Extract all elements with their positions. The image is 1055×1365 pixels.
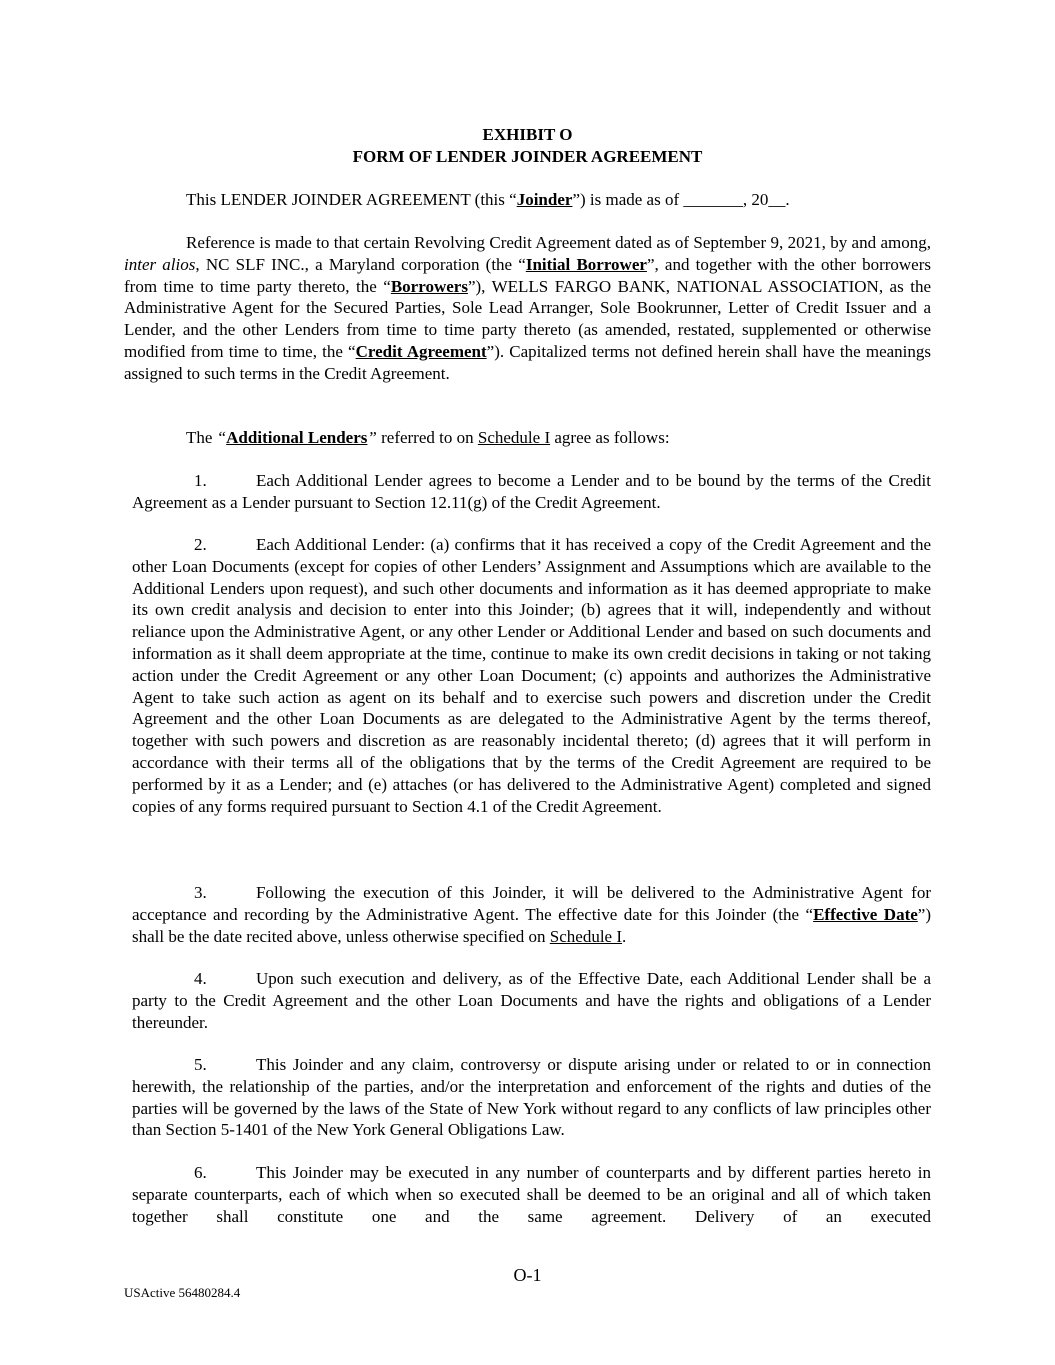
defined-term-borrowers: Borrowers	[390, 276, 468, 296]
defined-term-joinder: Joinder	[516, 190, 573, 209]
page-number: O-1	[513, 1265, 542, 1285]
section-1: 1. Each Additional Lender agrees to become a Lender and to be bound by the terms of the Credit Agreement as a Lender pursuant to Section 12.11(g) of the Credit Agreement.	[132, 471, 931, 512]
defined-term-initial-borrower: Initial Borrower	[525, 254, 647, 274]
intro-paragraph: This LENDER JOINDER AGREEMENT (this “Joinder”) is made as of _______, 20__.	[186, 190, 790, 209]
section-number: 6.	[194, 1163, 207, 1182]
lead-in-paragraph: The “Additional Lenders” referred to on Schedule I agree as follows:	[186, 428, 670, 447]
section-number: 3.	[194, 883, 207, 902]
defined-term-credit-agreement: Credit Agreement	[355, 341, 487, 361]
exhibit-heading: EXHIBIT O	[482, 125, 573, 144]
defined-term-effective-date: Effective Date	[813, 904, 918, 924]
section-number: 4.	[194, 969, 207, 988]
defined-term-additional-lenders: Additional Lenders	[226, 428, 368, 447]
section-2: 2. Each Additional Lender: (a) confirms that it has received a copy of the Credit Agreement and the other Loan Documents (except for copies of other Lenders’ Assignment and Assumptions which are available to the Additional Lenders upon request), and such other documents and information as it has deemed appropriate to make its own credit analysis and decision to enter into this Joinder; (b) agrees that it will, independently and without reliance upon the Administrative Agent, or any other Lender or Additional Lender and based on such documents and information as it shall deem appropriate at the time, continue to make its own credit decisions in taking or not taking action under the Credit Agreement or any other Loan Document; (c) appoints and authorizes the Administrative Agent to take such action as agent on its behalf and to exercise such powers and discretion under the Credit Agreement and the other Loan Documents as are delegated to the Administrative Agent by the terms thereof, together with such powers and discretion as are reasonably incidental thereto; (d) agrees that it will perform in accordance with their terms all of the obligations that by the terms of the Credit Agreement are required to be performed by it as a Lender; and (e) attaches (or has delivered to the Administrative Agent) completed and signed copies of any forms required pursuant to Section 4.1 of the Credit Agreement.	[132, 535, 931, 816]
schedule-i-reference: Schedule I	[477, 428, 551, 447]
schedule-i-reference: Schedule I	[549, 926, 623, 946]
document-id: USActive 56480284.4	[124, 1285, 241, 1300]
document-title: FORM OF LENDER JOINDER AGREEMENT	[352, 147, 703, 166]
reference-paragraph: Reference is made to that certain Revolving Credit Agreement dated as of September 9, 2021, by and among, inter alios, NC SLF INC., a Maryland corporation (the “Initial Borrower”, and together with the other borrowers from time to time party thereto, the “Borrowers”), WELLS FARGO BANK, NATIONAL ASSOCIATION, as the Administrative Agent for the Secured Parties, Sole Lead Arranger, Sole Bookrunner, Letter of Credit Issuer and a Lender, and the other Lenders from time to time party thereto (as amended, restated, supplemented or otherwise modified from time to time, the “Credit Agreement”). Capitalized terms not defined herein shall have the meanings assigned to such terms in the Credit Agreement.	[124, 233, 932, 383]
section-5: 5. This Joinder and any claim, controversy or dispute arising under or related to or in connection herewith, the relationship of the parties, and/or the interpretation and enforcement of the rights and duties of the parties will be governed by the laws of the State of New York without regard to any conflicts of law principles other than Section 5-1401 of the New York General Obligations Law.	[132, 1055, 931, 1140]
section-number: 1.	[194, 471, 207, 490]
section-number: 2.	[194, 535, 207, 554]
section-number: 5.	[194, 1055, 207, 1074]
section-6: 6. This Joinder may be executed in any number of counterparts and by different parties hereto in separate counterparts, each of which when so executed shall be deemed to be an original and all of which taken together shall constitute one and the same agreement. Delivery of an executed	[132, 1163, 931, 1226]
section-4: 4. Upon such execution and delivery, as of the Effective Date, each Additional Lender shall be a party to the Credit Agreement and the other Loan Documents and have the rights and obligations of a Lender thereunder.	[132, 969, 931, 1032]
section-3: 3. Following the execution of this Joinder, it will be delivered to the Administrative Agent for acceptance and recording by the Administrative Agent. The effective date for this Joinder (the “Effective Date”) shall be the date recited above, unless otherwise specified on Schedule I.	[132, 883, 931, 946]
